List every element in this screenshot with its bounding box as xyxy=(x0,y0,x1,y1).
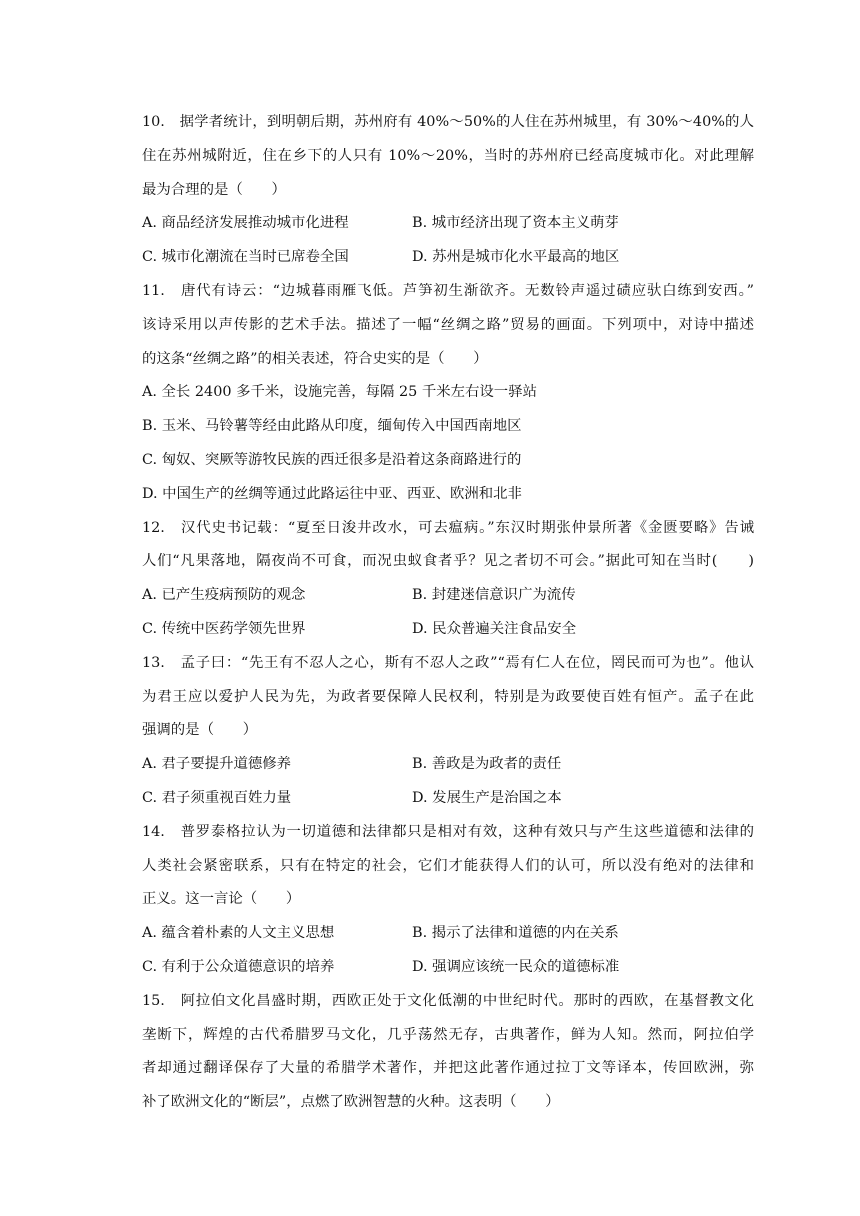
option-row xyxy=(142,241,754,275)
option-b: B. 玉米、马铃薯等经由此路从印度，缅甸传入中国西南地区 xyxy=(142,418,522,435)
question-text-line: 垄断下，辉煌的古代希腊罗马文化，几乎荡然无存，古典著作，鲜为人知。然而，阿拉伯学 xyxy=(142,1026,754,1043)
option-a: A. 商品经济发展推动城市化进程 xyxy=(142,215,349,232)
question-text-line: 12. 汉代史书记载：“夏至日浚井改水，可去瘟病。”东汉时期张仲景所著《金匮要略》告诫 xyxy=(142,519,754,536)
question-11 xyxy=(142,275,754,512)
question-12 xyxy=(142,512,754,647)
question-13 xyxy=(142,647,754,816)
question-text-line: 人类社会紧密联系，只有在特定的社会，它们才能获得人们的认可，所以没有绝对的法律和 xyxy=(142,857,754,874)
question-list xyxy=(142,106,754,1120)
option-d: D. 发展生产是治国之本 xyxy=(412,789,562,806)
option-a: A. 蕴含着朴素的人文主义思想 xyxy=(142,925,335,942)
option-b: B. 封建迷信意识广为流传 xyxy=(412,587,576,604)
question-text-line: 14. 普罗泰格拉认为一切道德和法律都只是相对有效，这种有效只与产生这些道德和法律的 xyxy=(142,823,754,840)
option-b: B. 善政是为政者的责任 xyxy=(412,756,562,773)
question-text-line: 13. 孟子曰：“先王有不忍人之心，斯有不忍人之政”“焉有仁人在位，罔民而可为也”。他认 xyxy=(142,654,754,671)
option-d: D. 苏州是城市化水平最高的地区 xyxy=(412,249,620,266)
option-row xyxy=(142,748,754,782)
option-b: B. 揭示了法律和道德的内在关系 xyxy=(412,925,619,942)
option-d: D. 强调应该统一民众的道德标准 xyxy=(412,958,620,975)
option-c: C. 城市化潮流在当时已席卷全国 xyxy=(142,249,349,266)
question-text-line: 住在苏州城附近，住在乡下的人只有 10%～20%，当时的苏州府已经高度城市化。对此理解 xyxy=(142,147,754,164)
option-c: C. 君子须重视百姓力量 xyxy=(142,789,292,806)
option-c: C. 匈奴、突厥等游牧民族的西迁很多是沿着这条商路进行的 xyxy=(142,451,522,468)
option-a: A. 已产生疫病预防的观念 xyxy=(142,587,306,604)
question-text-line: 正义。这一言论（ ） xyxy=(142,891,301,908)
question-text-line: 补了欧洲文化的“断层”，点燃了欧洲智慧的火种。这表明（ ） xyxy=(142,1094,560,1111)
question-text-line: 的这条“丝绸之路”的相关表述，符合史实的是（ ） xyxy=(142,350,488,367)
question-text-line: 者却通过翻译保存了大量的希腊学术著作，并把这此著作通过拉丁文等译本，传回欧洲，弥 xyxy=(142,1060,754,1077)
question-text-line: 人们“凡果落地，隔夜尚不可食，而况虫蚁食者乎？见之者切不可会。”据此可知在当时( ) xyxy=(142,553,754,570)
question-15 xyxy=(142,985,754,1120)
option-a: A. 君子要提升道德修养 xyxy=(142,756,292,773)
option-row xyxy=(142,579,754,613)
question-14 xyxy=(142,816,754,985)
question-text-line: 强调的是（ ） xyxy=(142,722,258,739)
option-row xyxy=(142,917,754,951)
option-row xyxy=(142,782,754,816)
option-c: C. 有利于公众道德意识的培养 xyxy=(142,958,335,975)
option-row xyxy=(142,951,754,985)
question-text-line: 11. 唐代有诗云：“边城暮雨雁飞低。芦笋初生渐欲齐。无数铃声遥过碛应驮白练到安西。” xyxy=(142,282,754,299)
option-row xyxy=(142,613,754,647)
option-b: B. 城市经济出现了资本主义萌芽 xyxy=(412,215,619,232)
question-text-line: 15. 阿拉伯文化昌盛时期，西欧正处于文化低潮的中世纪时代。那时的西欧，在基督教文化 xyxy=(142,992,754,1009)
question-text-line: 10. 据学者统计，到明朝后期，苏州府有 40%～50%的人住在苏州城里，有 30%～40%的人 xyxy=(142,114,754,130)
option-d: D. 中国生产的丝绸等通过此路运往中亚、西亚、欧洲和北非 xyxy=(142,485,522,502)
option-c: C. 传统中医药学领先世界 xyxy=(142,620,306,637)
option-a: A. 全长 2400 多千米，设施完善，每隔 25 千米左右设一驿站 xyxy=(142,384,537,401)
question-text-line: 为君王应以爱护人民为先，为政者要保障人民权利，特别是为政要使百姓有恒产。孟子在此 xyxy=(142,688,754,705)
question-10 xyxy=(142,106,754,275)
question-text-line: 该诗采用以声传影的艺术手法。描述了一幅“丝绸之路”贸易的画面。下列项中，对诗中描述 xyxy=(142,316,754,333)
option-row xyxy=(142,207,754,241)
option-d: D. 民众普遍关注食品安全 xyxy=(412,620,577,637)
question-text-line: 最为合理的是（ ） xyxy=(142,181,286,198)
